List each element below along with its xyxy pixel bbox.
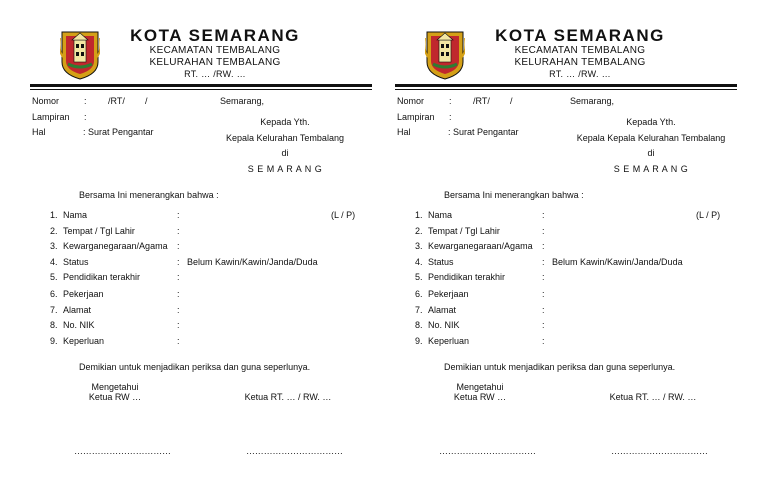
lampiran-label: Lampiran: [397, 112, 435, 122]
header-divider-thin: [30, 89, 372, 90]
field-label: Pendidikan terakhir: [428, 272, 506, 282]
recipient-line2: Kepala Kelurahan Tembalang: [226, 133, 344, 143]
field-label: Kewarganegaraan/Agama: [428, 241, 533, 251]
recipient-line3: di: [281, 148, 289, 158]
field-number: 9.: [415, 336, 423, 346]
field-label: Pekerjaan: [63, 289, 104, 299]
field-label: Alamat: [63, 305, 92, 315]
field-number: 7.: [50, 305, 58, 315]
field-label: Kewarganegaraan/Agama: [63, 241, 168, 251]
field-colon: :: [542, 320, 545, 330]
field-colon: :: [542, 289, 545, 299]
field-label: Keperluan: [63, 336, 105, 346]
lampiran-label: Lampiran: [32, 112, 70, 122]
city-emblem-icon: [425, 28, 465, 80]
field-value: Belum Kawin/Kawin/Janda/Duda: [187, 257, 318, 267]
hal-label: Hal: [32, 127, 46, 137]
field-number: 2.: [415, 226, 423, 236]
field-colon: :: [542, 257, 545, 267]
field-colon: :: [177, 272, 180, 282]
field-label: Nama: [428, 210, 453, 220]
closing-text: Demikian untuk menjadikan periksa dan guna seperlunya.: [444, 362, 676, 372]
field-label: Tempat / Tgl Lahir: [428, 226, 500, 236]
signature-ketua-rt: Ketua RT. … / RW. …: [609, 392, 697, 402]
header-divider-thin: [395, 89, 737, 90]
field-label: Pendidikan terakhir: [63, 272, 141, 282]
nomor-colon: :: [84, 96, 87, 106]
field-number: 8.: [415, 320, 423, 330]
field-colon: :: [542, 210, 545, 220]
org-subtitle-kelurahan: KELURAHAN TEMBALANG: [514, 57, 646, 68]
closing-text: Demikian untuk menjadikan periksa dan guna seperlunya.: [79, 362, 311, 372]
field-label: No. NIK: [428, 320, 460, 330]
field-number: 6.: [415, 289, 423, 299]
field-colon: :: [177, 226, 180, 236]
signature-line-rt: ……………………………: [611, 446, 708, 456]
recipient-line2: Kepala Kepala Kelurahan Tembalang: [576, 133, 726, 143]
nomor-label: Nomor: [32, 96, 60, 106]
field-colon: :: [177, 257, 180, 267]
hal-value: : Surat Pengantar: [83, 127, 154, 137]
org-title: KOTA SEMARANG: [495, 26, 665, 45]
field-colon: :: [177, 210, 180, 220]
nomor-label: Nomor: [397, 96, 425, 106]
org-subtitle-rtrw: RT. … /RW. …: [184, 69, 246, 79]
field-number: 4.: [415, 257, 423, 267]
nomor-slash: /: [510, 96, 513, 106]
signature-line-rw: ……………………………: [74, 446, 171, 456]
hal-value: : Surat Pengantar: [448, 127, 519, 137]
field-colon: :: [542, 272, 545, 282]
field-colon: :: [542, 305, 545, 315]
field-extra: (L / P): [331, 210, 356, 220]
field-number: 8.: [50, 320, 58, 330]
recipient-line4: S E M A R A N G: [247, 164, 323, 174]
field-colon: :: [177, 241, 180, 251]
org-title: KOTA SEMARANG: [130, 26, 300, 45]
field-number: 5.: [415, 272, 423, 282]
field-number: 4.: [50, 257, 58, 267]
org-subtitle-kecamatan: KECAMATAN TEMBALANG: [514, 45, 646, 56]
city-emblem-icon: [60, 28, 100, 80]
field-number: 6.: [50, 289, 58, 299]
nomor-colon: :: [449, 96, 452, 106]
field-colon: :: [542, 336, 545, 346]
field-number: 2.: [50, 226, 58, 236]
recipient-line1: Kepada Yth.: [626, 117, 676, 127]
signature-ketua-rt: Ketua RT. … / RW. …: [244, 392, 332, 402]
recipient-line1: Kepada Yth.: [260, 117, 310, 127]
place-date: Semarang,: [570, 96, 615, 106]
nomor-value: /RT/: [473, 96, 490, 106]
field-colon: :: [177, 289, 180, 299]
field-label: Status: [428, 257, 454, 267]
hal-label: Hal: [397, 127, 411, 137]
place-date: Semarang,: [220, 96, 265, 106]
field-label: Status: [63, 257, 89, 267]
field-number: 1.: [50, 210, 58, 220]
signature-mengetahui: Mengetahui: [91, 382, 139, 392]
field-label: Pekerjaan: [428, 289, 469, 299]
header-divider-thick: [395, 84, 737, 87]
field-label: No. NIK: [63, 320, 95, 330]
field-number: 9.: [50, 336, 58, 346]
field-colon: :: [177, 305, 180, 315]
field-label: Tempat / Tgl Lahir: [63, 226, 135, 236]
field-colon: :: [542, 226, 545, 236]
header-divider-thick: [30, 84, 372, 87]
field-number: 1.: [415, 210, 423, 220]
intro-text: Bersama Ini menerangkan bahwa :: [444, 190, 584, 200]
field-colon: :: [177, 336, 180, 346]
field-number: 3.: [50, 241, 58, 251]
intro-text: Bersama Ini menerangkan bahwa :: [79, 190, 219, 200]
field-value: Belum Kawin/Kawin/Janda/Duda: [552, 257, 683, 267]
letter-left: [30, 0, 384, 503]
org-subtitle-kelurahan: KELURAHAN TEMBALANG: [149, 57, 281, 68]
lampiran-colon: :: [84, 112, 87, 122]
letter-right: [395, 0, 749, 503]
nomor-value: /RT/: [108, 96, 125, 106]
org-subtitle-rtrw: RT. … /RW. …: [549, 69, 611, 79]
org-subtitle-kecamatan: KECAMATAN TEMBALANG: [149, 45, 281, 56]
signature-mengetahui: Mengetahui: [456, 382, 504, 392]
signature-line-rw: ……………………………: [439, 446, 536, 456]
nomor-slash: /: [145, 96, 148, 106]
field-number: 7.: [415, 305, 423, 315]
recipient-line4: S E M A R A N G: [613, 164, 689, 174]
field-label: Keperluan: [428, 336, 470, 346]
signature-line-rt: ……………………………: [246, 446, 343, 456]
signature-ketua-rw: Ketua RW …: [88, 392, 142, 402]
field-number: 5.: [50, 272, 58, 282]
field-extra: (L / P): [696, 210, 721, 220]
recipient-line3: di: [647, 148, 655, 158]
field-colon: :: [177, 320, 180, 330]
lampiran-colon: :: [449, 112, 452, 122]
field-number: 3.: [415, 241, 423, 251]
signature-ketua-rw: Ketua RW …: [453, 392, 507, 402]
field-label: Nama: [63, 210, 88, 220]
field-colon: :: [542, 241, 545, 251]
field-label: Alamat: [428, 305, 457, 315]
